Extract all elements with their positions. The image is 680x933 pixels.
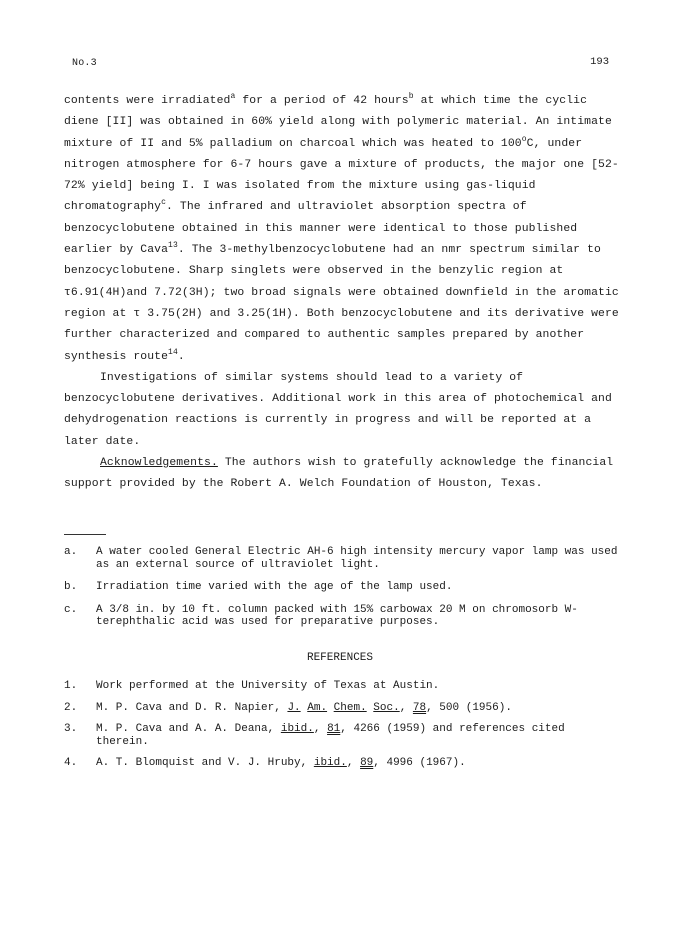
reference-volume: 78: [412, 701, 427, 714]
reference-2: [64, 702, 624, 715]
footnotes: [64, 546, 624, 639]
reference-volume: 81: [327, 723, 341, 735]
footnote-ref-a: a: [230, 92, 236, 101]
page-number: 193: [590, 56, 609, 68]
reference-number: 2.: [64, 701, 78, 714]
citation-14: 14: [168, 347, 178, 357]
p1-seg-1: contents were irradiated: [64, 95, 231, 107]
references-heading: REFERENCES: [306, 652, 373, 664]
footnote-ref-b: b: [408, 92, 414, 101]
reference-ibid: ibid.: [313, 757, 347, 769]
references-list: [64, 680, 624, 779]
reference-ibid: ibid.: [280, 723, 314, 735]
footnote-ref-c: c: [161, 198, 167, 208]
reference-details: , 4996 (1967).: [373, 757, 466, 769]
p1-seg-5: . The infrared and ultraviolet absorption spectra of benzocyclobutene obtained in this manner were identical to those published earlier by Cava: [64, 201, 578, 257]
reference-1: [64, 680, 624, 693]
paragraph-3: [64, 453, 624, 496]
reference-3: [64, 723, 624, 748]
journal-abbr-3: Chem.: [333, 701, 367, 714]
footnote-text: A 3/8 in. by 10 ft. column packed with 15% carbowax 20 M on chromosorb W-terephthalic acid was used for preparative purposes.: [96, 603, 578, 628]
paragraph-2: Investigations of similar systems should lead to a variety of benzocyclobutene derivatives. Additional work in this area of photochemical and dehydrogenation reactions is currently in progress and will be reported at a later date.: [64, 371, 612, 448]
reference-details: , 4266 (1959) and references cited therein.: [96, 723, 565, 748]
reference-4: [64, 757, 624, 770]
reference-text: M. P. Cava and A. A. Deana, ibid., 81, 4266 (1959) and references cited therein.: [96, 723, 565, 748]
journal-abbr-1: J.: [287, 701, 301, 714]
reference-number: 3.: [64, 723, 78, 735]
journal-issue: No.3: [72, 58, 97, 69]
reference-volume: 89: [360, 757, 374, 769]
reference-number: 1.: [64, 680, 78, 692]
footnote-label: c.: [64, 603, 78, 616]
footnote-text: A water cooled General Electric AH-6 high intensity mercury vapor lamp was used as an external source of ultraviolet light.: [96, 546, 618, 571]
reference-text: M. P. Cava and D. R. Napier, J. Am. Chem. Soc., 78, 500 (1956).: [96, 701, 512, 714]
degree-sup: o: [521, 134, 527, 144]
reference-text: A. T. Blomquist and V. J. Hruby, ibid., 89, 4996 (1967).: [96, 757, 466, 769]
reference-authors: A. T. Blomquist and V. J. Hruby,: [96, 757, 314, 769]
p1-seg-3: at which time the cyclic diene [II] was obtained in 60% yield along with polymeric material. An intimate mixture of II and 5% palladium on charcoal which was heated to 100: [64, 95, 612, 150]
reference-authors: M. P. Cava and D. R. Napier,: [96, 701, 288, 714]
footnote-c: [64, 604, 624, 629]
body-text: [64, 91, 624, 496]
paragraph-1: [64, 91, 624, 368]
p1-seg-7: .: [177, 350, 185, 363]
footnote-label: a.: [64, 546, 78, 558]
acknowledgements-heading: Acknowledgements.: [100, 457, 218, 470]
reference-number: 4.: [64, 757, 78, 769]
journal-abbr-4: Soc.: [373, 701, 400, 714]
footnote-divider: [64, 534, 106, 535]
footnote-text: Irradiation time varied with the age of the lamp used.: [96, 581, 453, 593]
footnote-b: [64, 581, 624, 594]
reference-details: , 500 (1956).: [426, 701, 512, 714]
footnote-a: [64, 546, 624, 571]
p1-seg-2: for a period of 42 hours: [235, 95, 409, 107]
footnote-label: b.: [64, 581, 78, 593]
reference-text: Work performed at the University of Texas at Austin.: [96, 680, 440, 692]
journal-abbr-2: Am.: [307, 701, 328, 714]
acknowledgements-text: The authors wish to gratefully acknowledge the financial support provided by the Robert A. Welch Foundation of Houston, Texas.: [64, 457, 614, 491]
p1-seg-6: . The 3-methylbenzocyclobutene had an nmr spectrum similar to benzocyclobutene. Sharp singlets were observed in the benzylic region at τ6.91(4H)and 7.72(3H); two broad signals were obtained downfield in the aromatic region at τ 3.75(2H) and 3.25(1H). Both benzocyclobutene and its derivative were further characterized and compared to authentic samples prepared by another synthesis route: [64, 244, 619, 363]
p1-seg-4: C, under nitrogen atmosphere for 6-7 hours gave a mixture of products, the major one [52-72% yield] being I. I was isolated from the mixture using gas-liquid chromatography: [64, 137, 619, 214]
citation-13: 13: [168, 241, 178, 251]
reference-authors: M. P. Cava and A. A. Deana,: [96, 723, 281, 735]
